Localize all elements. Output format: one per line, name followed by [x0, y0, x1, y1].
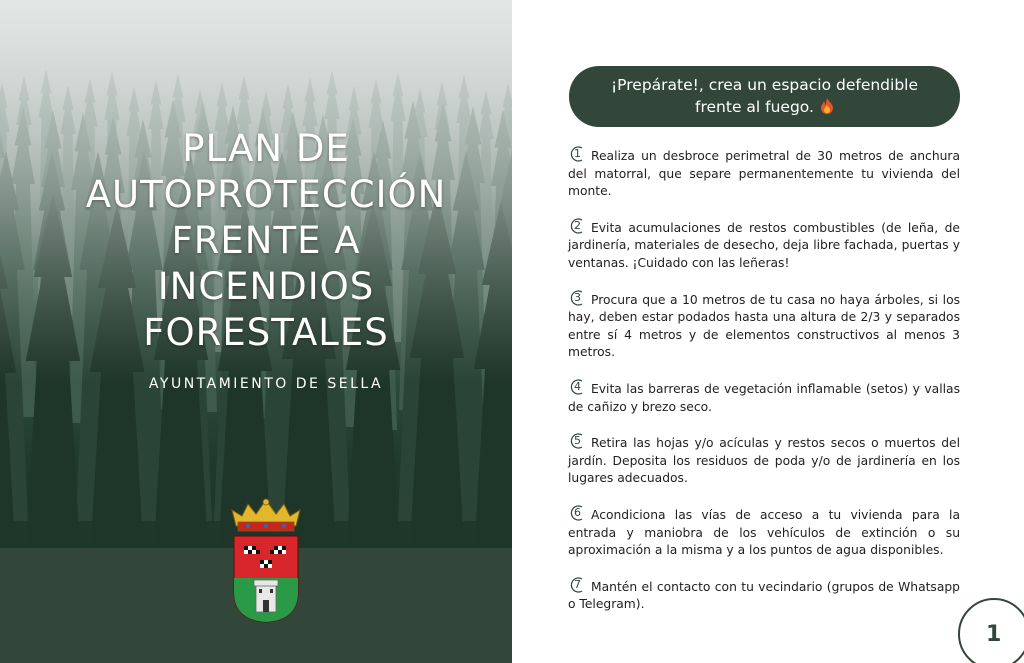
- number-badge: 6: [568, 505, 587, 521]
- list-item: [568, 290, 960, 362]
- list-item-text: Realiza un desbroce perimetral de 30 metros de anchura del matorral, que separe permanentemente tu vivienda del monte.: [568, 149, 960, 199]
- list-item-text: Mantén el contacto con tu vecindario (grupos de Whatsapp o Telegram).: [568, 579, 960, 612]
- number-badge: 3: [568, 290, 587, 306]
- headline-text: ¡Prepárate!, crea un espacio defendible frente al fuego.: [610, 75, 919, 116]
- title-line: INCENDIOS: [157, 265, 375, 308]
- number-badge: 5: [568, 433, 587, 449]
- title-line: AUTOPROTECCIÓN: [85, 173, 447, 216]
- list-item-text: Acondiciona las vías de acceso a tu vivienda para la entrada y maniobra de los vehículos de extinción o su aproximación a la misma y a los puntos de agua disponibles.: [568, 507, 960, 558]
- list-item: [568, 146, 960, 201]
- cover-subtitle: AYUNTAMIENTO DE SELLA: [148, 376, 384, 392]
- number-badge: 1: [568, 146, 587, 162]
- content-panel: [512, 0, 1024, 663]
- title-line: FORESTALES: [143, 311, 389, 354]
- fire-icon: [820, 98, 834, 120]
- list-item-text: Evita las barreras de vegetación inflamable (setos) y vallas de cañizo y brezo seco.: [568, 381, 960, 414]
- title-line: FRENTE A: [171, 219, 361, 262]
- list-item-text: Procura que a 10 metros de tu casa no haya árboles, si los hay, deben estar podados hasta una altura de 2/3 y separados entre sí 4 metros y de elementos constructivos al menos 3 metros.: [568, 292, 960, 360]
- list-item: [568, 433, 960, 488]
- number-badge: 4: [568, 379, 587, 395]
- page-number: 1: [986, 622, 1002, 647]
- list-item: [568, 379, 960, 416]
- number-badge: 7: [568, 577, 587, 593]
- headline-banner: [569, 66, 960, 127]
- number-badge: 2: [568, 218, 587, 234]
- title-line: PLAN DE: [182, 127, 350, 170]
- coat-of-arms-icon: [228, 496, 304, 624]
- list-item: [568, 218, 960, 273]
- list-item-text: Evita acumulaciones de restos combustibles (de leña, de jardinería, materiales de desecho, deja libre fachada, puertas y ventanas. ¡Cuidado con las leñeras!: [568, 220, 960, 270]
- recommendations-list: [568, 146, 960, 631]
- list-item: [568, 505, 960, 560]
- list-item: [568, 577, 960, 614]
- cover-title: [40, 126, 492, 356]
- list-item-text: Retira las hojas y/o acículas y restos secos o muertos del jardín. Deposita los residuos de poda y/o de jardinería en los lugares adecuados.: [568, 436, 960, 486]
